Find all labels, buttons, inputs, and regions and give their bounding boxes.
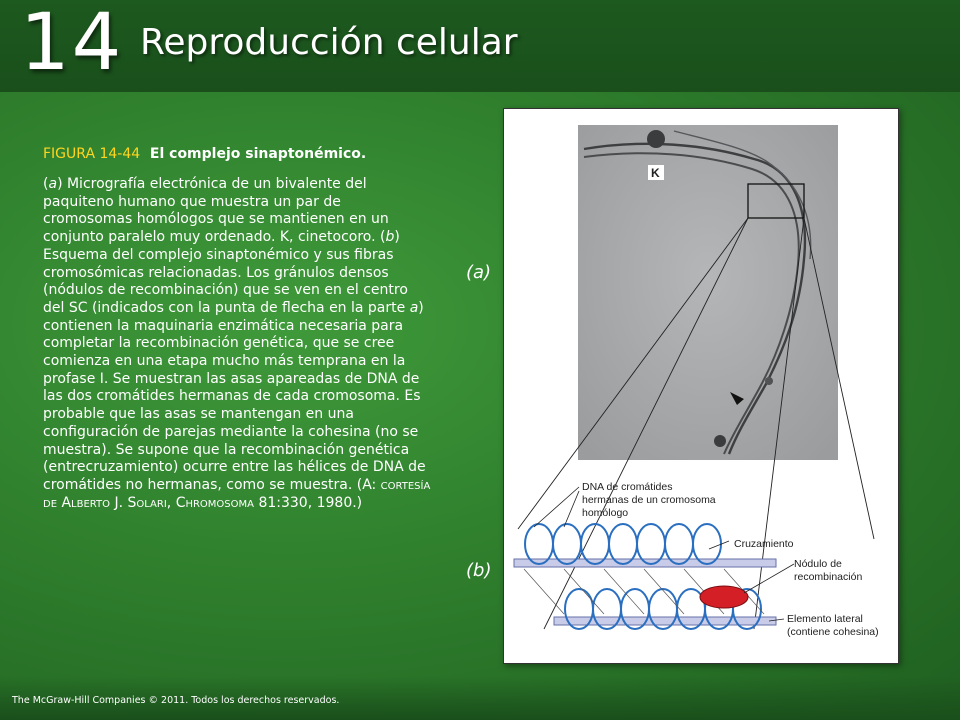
dna-label-3: homólogo [582, 507, 629, 519]
figure-label: FIGURA 14-44 [43, 146, 141, 162]
figure-heading [43, 146, 433, 162]
ref-b: b [385, 229, 395, 246]
slide-header [0, 0, 960, 92]
copyright-text: The McGraw-Hill Companies © 2011. Todos los derechos reservados. [12, 695, 340, 706]
credit-journal: Chromosoma [175, 494, 254, 511]
panel-label-a: (a) [466, 262, 492, 283]
body-part-1: ) Micrografía electrónica de un bivalente del paquiteno humano que muestra un par de cromosomas homólogos que se mantienen en un conjunto paralelo muy ordenado. K, cinetocoro. ( [43, 176, 389, 246]
kinetochore-label: K [651, 166, 660, 180]
lateral-label-2: (contiene cohesina) [787, 626, 879, 638]
figure-image [503, 108, 899, 664]
nodule-label-1: Nódulo de [794, 558, 842, 570]
ref-a: a [48, 176, 58, 192]
synaptonemal-schematic [514, 481, 879, 638]
chapter-number: 14 [20, 0, 124, 88]
panel-label-b: (b) [466, 560, 492, 581]
figure-description: (a) Micrografía electrónica de un bivalente del paquiteno humano que muestra un par de cromosomas homólogos que se mantienen en un conjunto paralelo muy ordenado. K, cinetocoro. (b) Esquema del complejo sinaptonémico y sus fibras cromosómicas relacionadas. Los gránulos densos (nódulos de recombinación) que se ven en el centro del SC (indicados con la punta de flecha en la parte a) contienen la maquinaria enzimática necesaria para completar la recombinación genética, que se cree comienza en una etapa mucho más temprana en la profase I. Se muestran las asas apareadas de DNA de las dos cromátides hermanas de cada cromosoma. Es probable que las asas se mantengan en una configuración de parejas mediante la cohesina (no se muestra). Se supone que la recombinación genética (entrecruzamiento) ocurre entre las hélices de DNA de cromátides no hermanas, como se muestra. (A: cortesía de Alberto J. Solari, Chromosoma 81:330, 1980.) [43, 176, 431, 511]
figure-svg [504, 109, 898, 663]
chapter-title: Reproducción celular [140, 22, 518, 63]
electron-micrograph [578, 125, 838, 460]
figure-title: El complejo sinaptonémico. [149, 146, 367, 162]
credit-author: A: cortesía de Alberto J. Solari, [43, 476, 431, 511]
body-part-3: ) contienen la maquinaria enzimática necesaria para completar la recombinación genética, que se cree comienza en una etapa mucho más temprana en la profase I. Se muestran las asas apareadas de DNA de las dos cromátides hermanas de cada cromosoma. Es probable que las asas se mantengan en una configuración de parejas mediante la cohesina (no se muestra). Se supone que la recombinación genética (entrecruzamiento) ocurre entre las hélices de DNA de cromátides no hermanas, como se muestra. ( [43, 299, 426, 493]
ref-a-2: a [409, 299, 419, 316]
lateral-label-1: Elemento lateral [787, 613, 863, 625]
figure-caption [43, 146, 433, 512]
credit-ref: 81:330, 1980.) [254, 494, 363, 511]
crossover-label: Cruzamiento [734, 538, 794, 550]
dna-label-1: DNA de cromátides [582, 481, 673, 493]
slide-footer [0, 676, 960, 720]
nodule-label-2: recombinación [794, 571, 863, 583]
dna-label-2: hermanas de un cromosoma [582, 494, 716, 506]
body-part-2: ) Esquema del complejo sinaptonémico y sus fibras cromosómicas relacionadas. Los gránulos densos (nódulos de recombinación) que se ven en el centro del SC (indicados con la punta de flecha en la parte [43, 229, 410, 316]
